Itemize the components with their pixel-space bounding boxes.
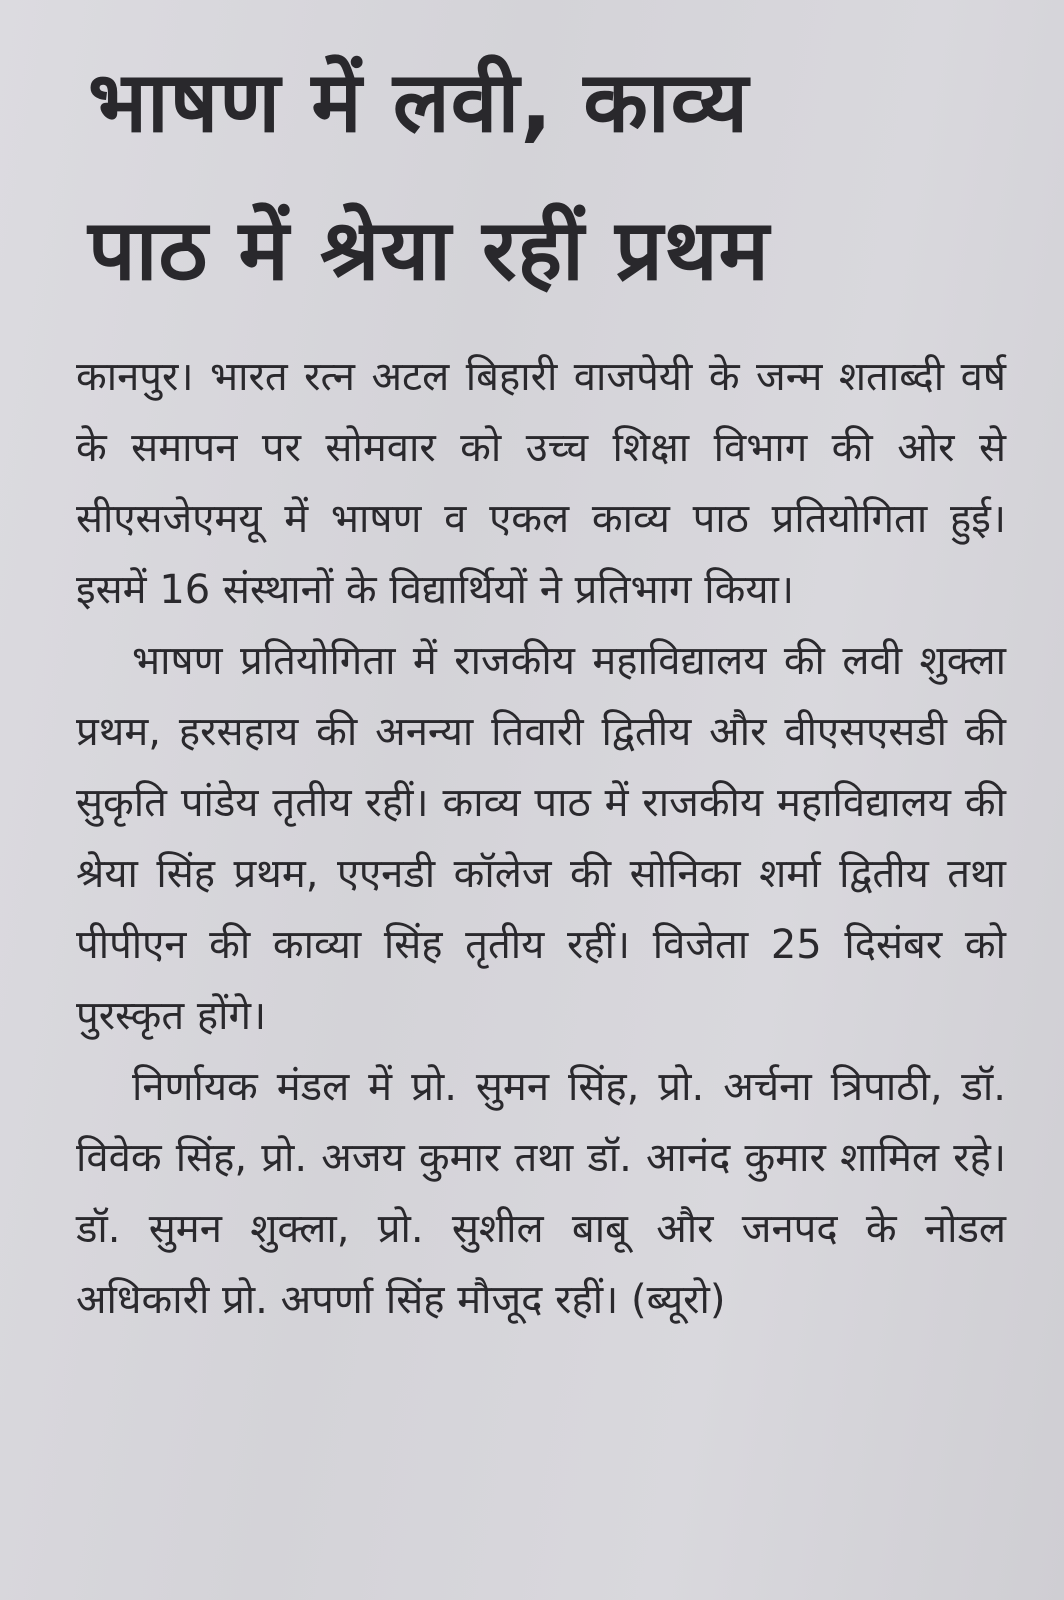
paragraph-intro: कानपुर। भारत रत्न अटल बिहारी वाजपेयी के जन्म शताब्दी वर्ष के समापन पर सोमवार को उच्च शिक्षा विभाग की ओर से सीएसजेएमयू में भाषण व एकल काव्य पाठ प्रतियोगिता हुई। इसमें 16 संस्थानों के विद्यार्थियों ने प्रतिभाग किया। [76, 354, 1006, 613]
article-body [76, 342, 1006, 1336]
headline [76, 28, 1006, 324]
paragraph-judges: निर्णायक मंडल में प्रो. सुमन सिंह, प्रो. अर्चना त्रिपाठी, डॉ. विवेक सिंह, प्रो. अजय कुमार तथा डॉ. आनंद कुमार शामिल रहे। डॉ. सुमन शुक्ला, प्रो. सुशील बाबू और जनपद के नोडल अधिकारी प्रो. अपर्णा सिंह मौजूद रहीं। (ब्यूरो) [76, 1064, 1006, 1323]
headline-line-1: भाषण में लवी, काव्य [88, 53, 750, 151]
headline-line-2: पाठ में श्रेया रहीं प्रथम [88, 201, 770, 299]
paragraph-results: भाषण प्रतियोगिता में राजकीय महाविद्यालय की लवी शुक्ला प्रथम, हरसहाय की अनन्या तिवारी द्वितीय और वीएसएसडी की सुकृति पांडेय तृतीय रहीं। काव्य पाठ में राजकीय महाविद्यालय की श्रेया सिंह प्रथम, एएनडी कॉलेज की सोनिका शर्मा द्वितीय तथा पीपीएन की काव्या सिंह तृतीय रहीं। विजेता 25 दिसंबर को पुरस्कृत होंगे। [76, 638, 1006, 1039]
